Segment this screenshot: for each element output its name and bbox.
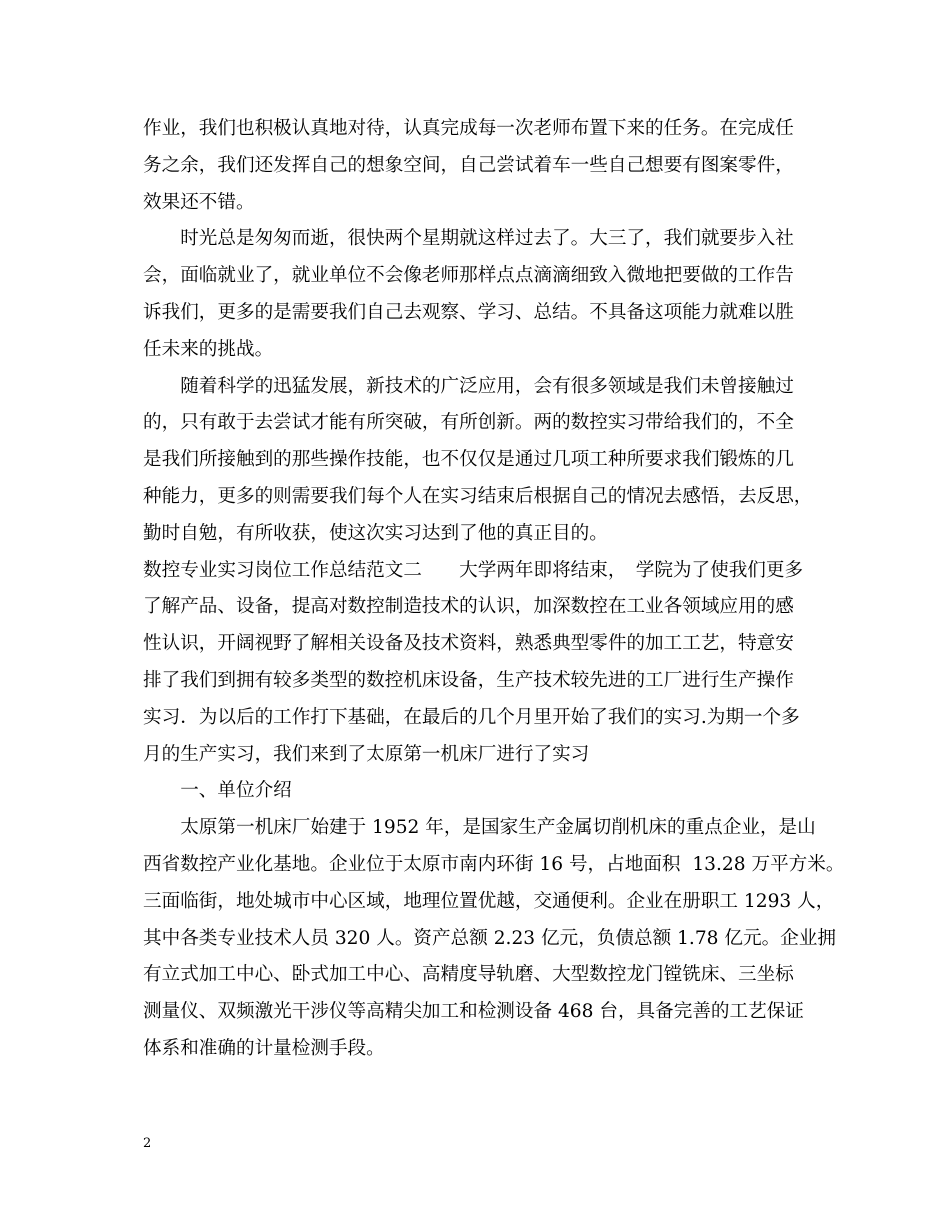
text-line: 务之余，我们还发挥自己的想象空间，自己尝试着车一些自己想要有图案零件， [143,154,794,176]
text-line: 的，只有敢于去尝试才能有所突破，有所创新。两的数控实习带给我们的，不全 [143,412,794,434]
subsection-heading: 一、单位介绍 [143,780,292,802]
body-text [143,111,845,1068]
text-line: 体系和准确的计量检测手段。 [143,1037,385,1059]
text-line: 任未来的挑战。 [143,338,274,360]
text-line: 测量仪、双频激光干涉仪等高精尖加工和检测设备 468 台，具备完善的工艺保证 [143,1001,804,1023]
text-line: 月的生产实习，我们来到了太原第一机床厂进行了实习 [143,743,590,765]
page-number: 2 [143,1136,152,1151]
text-line: 时光总是匆匆而逝，很快两个星期就这样过去了。大三了，我们就要步入社 [143,228,794,250]
text-line: 实习．为以后的工作打下基础，在最后的几个月里开始了我们的实习.为期一个多 [143,706,800,728]
text-line: 勤时自勉，有所收获，使这次实习达到了他的真正目的。 [143,522,608,544]
text-line: 排了我们到拥有较多类型的数控机床设备，生产技术较先进的工厂进行生产操作 [143,669,794,691]
text-line: 西省数控产业化基地。企业位于太原市南内环街 16 号，占地面积 13.28 万平方米。 [143,853,845,875]
text-line: 作业，我们也积极认真地对待，认真完成每一次老师布置下来的任务。在完成任 [143,118,794,139]
text-line: 是我们所接触到的那些操作技能，也不仅仅是通过几项工种所要求我们锻炼的几 [143,449,794,471]
text-line: 太原第一机床厂始建于 1952 年，是国家生产金属切削机床的重点企业，是山 [143,817,816,839]
text-line: 会，面临就业了，就业单位不会像老师那样点点滴滴细致入微地把要做的工作告 [143,265,794,287]
text-line: 效果还不错。 [143,191,255,213]
text-line: 其中各类专业技术人员 320 人。资产总额 2.23 亿元，负债总额 1.78 亿元。企业拥 [143,927,836,949]
text-line: 性认识，开阔视野了解相关设备及技术资料，熟悉典型零件的加工工艺，特意安 [143,633,794,655]
text-line: 随着科学的迅猛发展，新技术的广泛应用，会有很多领域是我们未曾接触过 [143,375,794,397]
text-line: 诉我们，更多的是需要我们自己去观察、学习、总结。不具备这项能力就难以胜 [143,301,794,323]
text-line: 有立式加工中心、卧式加工中心、高精度导轨磨、大型数控龙门镗铣床、三坐标 [143,964,794,986]
section-heading-line: 数控专业实习岗位工作总结范文二 大学两年即将结束， 学院为了使我们更多 [143,559,804,581]
text-line: 三面临街，地处城市中心区域，地理位置优越，交通便利。企业在册职工 1293 人， [143,890,835,912]
text-line: 了解产品、设备，提高对数控制造技术的认识，加深数控在工业各领域应用的感 [143,596,794,618]
text-line: 种能力，更多的则需要我们每个人在实习结束后根据自己的情况去感悟，去反思， [143,485,813,507]
